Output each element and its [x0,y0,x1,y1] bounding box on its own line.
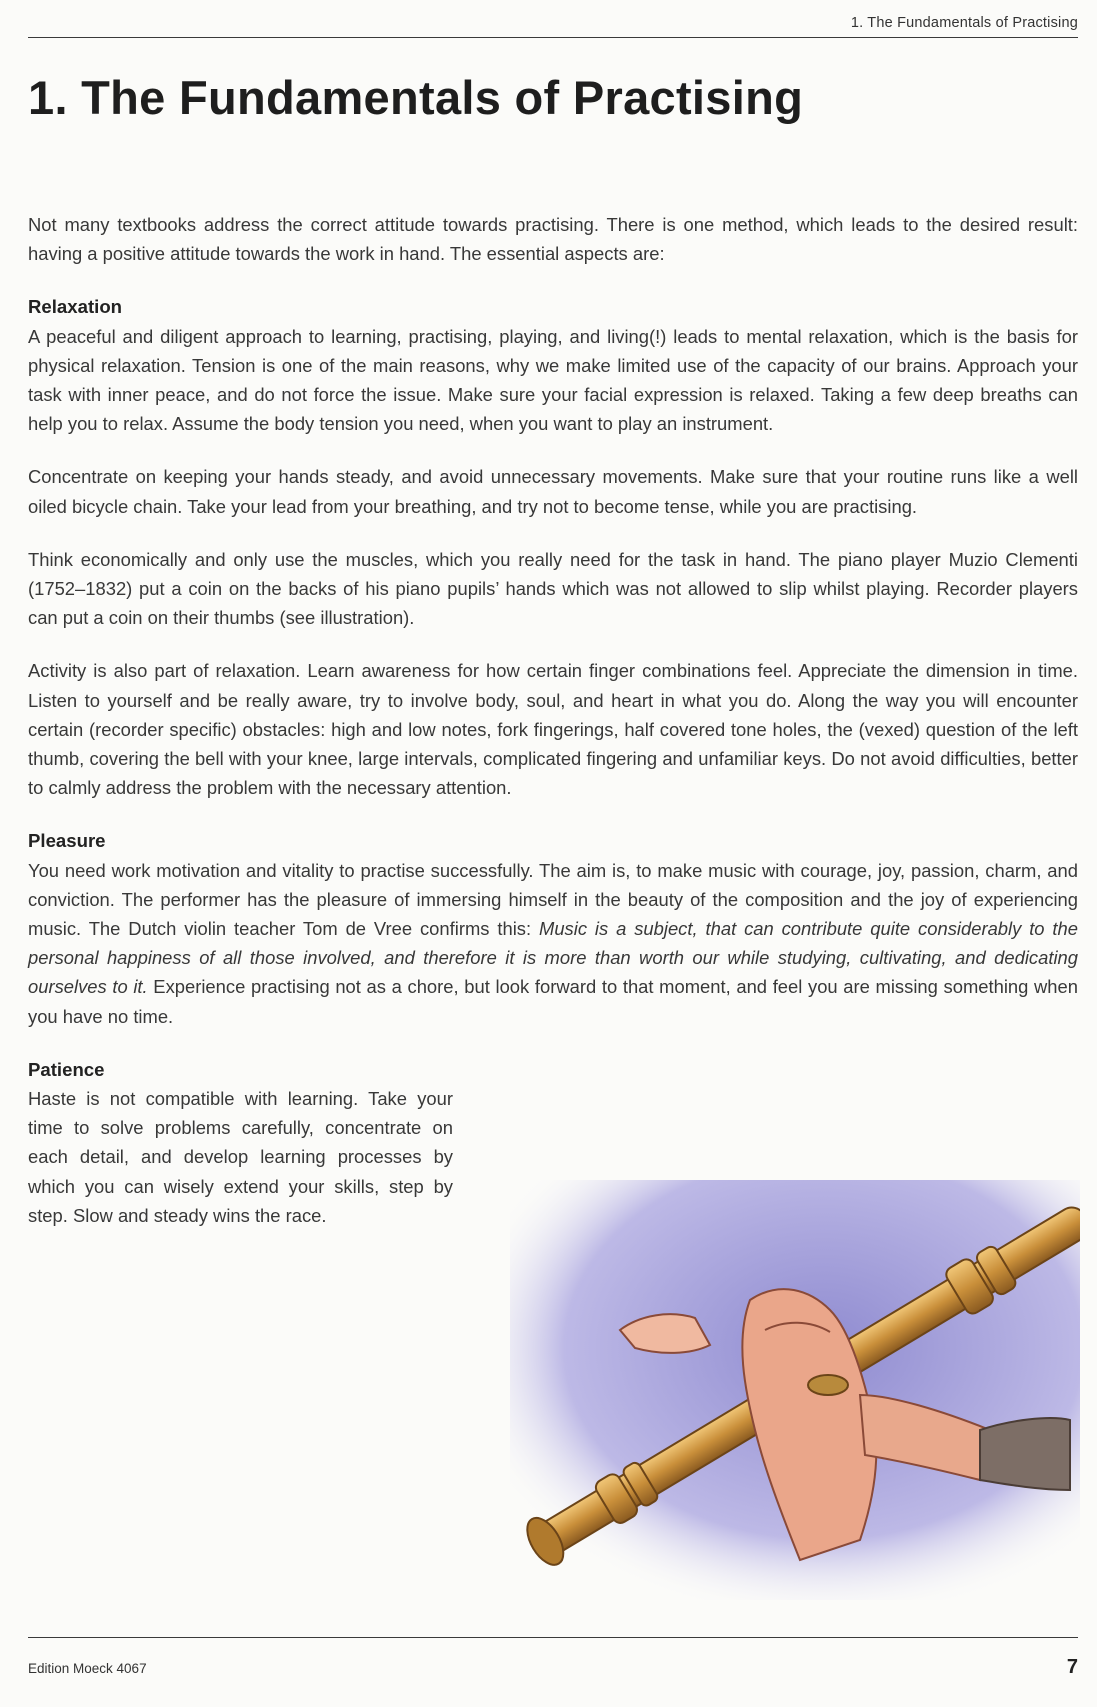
pleasure-paragraph [28,856,1078,1031]
chapter-body [28,210,1078,1254]
running-head: 1. The Fundamentals of Practising [850,15,1078,31]
relaxation-paragraph-3: Think economically and only use the muscles, which you really need for the task in hand. The piano player Muzio Clementi (1752–1832) put a coin on the backs of his piano pupils’ hands which was not allowed to slip whilst playing. Recorder players can put a coin on their thumbs (see illustration). [28,548,1078,629]
recorder-illustration [510,1180,1080,1600]
pleasure-text-after: Experience practising not as a chore, but look forward to that moment, and feel you are missing something when you have no time. [28,976,1078,1027]
footer-rule [28,1637,1078,1638]
publisher-label: Edition Moeck 4067 [28,1661,147,1676]
intro-paragraph: Not many textbooks address the correct attitude towards practising. There is one method, which leads to the desired result: having a positive attitude towards the work in hand. The essential aspects are: [28,214,1078,265]
page-number: 7 [1066,1656,1078,1678]
header-rule [28,37,1078,38]
relaxation-paragraph-2: Concentrate on keeping your hands steady, and avoid unnecessary movements. Make sure that your routine runs like a well oiled bicycle chain. Take your lead from your breathing, and try not to become tense, while you are practising. [28,466,1078,517]
section-heading-relaxation: Relaxation [28,296,123,318]
relaxation-paragraph-1: A peaceful and diligent approach to learning, practising, playing, and living(!) leads to mental relaxation, which is the basis for physical relaxation. Tension is one of the main reasons, why we make limited use of the capacity of our brains. Approach your task with inner peace, and do not force the issue. Make sure your facial expression is relaxed. Taking a few deep breaths can help you to relax. Assume the body tension you need, when you want to play an instrument. [28,325,1078,435]
page-title: 1. The Fundamentals of Practising [28,71,804,124]
section-heading-patience: Patience [28,1058,105,1080]
coin-on-thumb [808,1375,848,1395]
relaxation-paragraph-4: Activity is also part of relaxation. Learn awareness for how certain finger combinations feel. Appreciate the dimension in time. Listen to yourself and be really aware, try to involve body, soul, and heart in what you do. Along the way you will encounter certain (recorder specific) obstacles: high and low notes, fork fingerings, half covered tone holes, the (vexed) question of the left thumb, covering the bell with your knee, large intervals, complicated fingering and unfamiliar keys. Do not avoid difficulties, better to calmly address the problem with the necessary attention. [28,660,1078,799]
vree-quote: Music is a subject, that can contribute quite considerably to the personal happiness of all those involved, and therefore it is more than worth our while studying, cultivating, and dedicating ourselves to it. [28,918,1078,998]
section-heading-pleasure: Pleasure [28,830,106,852]
pleasure-text-before: You need work motivation and vitality to practise successfully. The aim is, to make music with courage, joy, passion, charm, and conviction. The performer has the pleasure of immersing himself in the beauty of the composition and the joy of experiencing music. The Dutch violin teacher Tom de Vree confirms this: [28,859,1078,940]
patience-paragraph: Haste is not compatible with learning. Take your time to solve problems carefully, concentrate on each detail, and develop learning processes by which you can wisely extend your skills, step by step. Slow and steady wins the race. [28,1088,453,1226]
